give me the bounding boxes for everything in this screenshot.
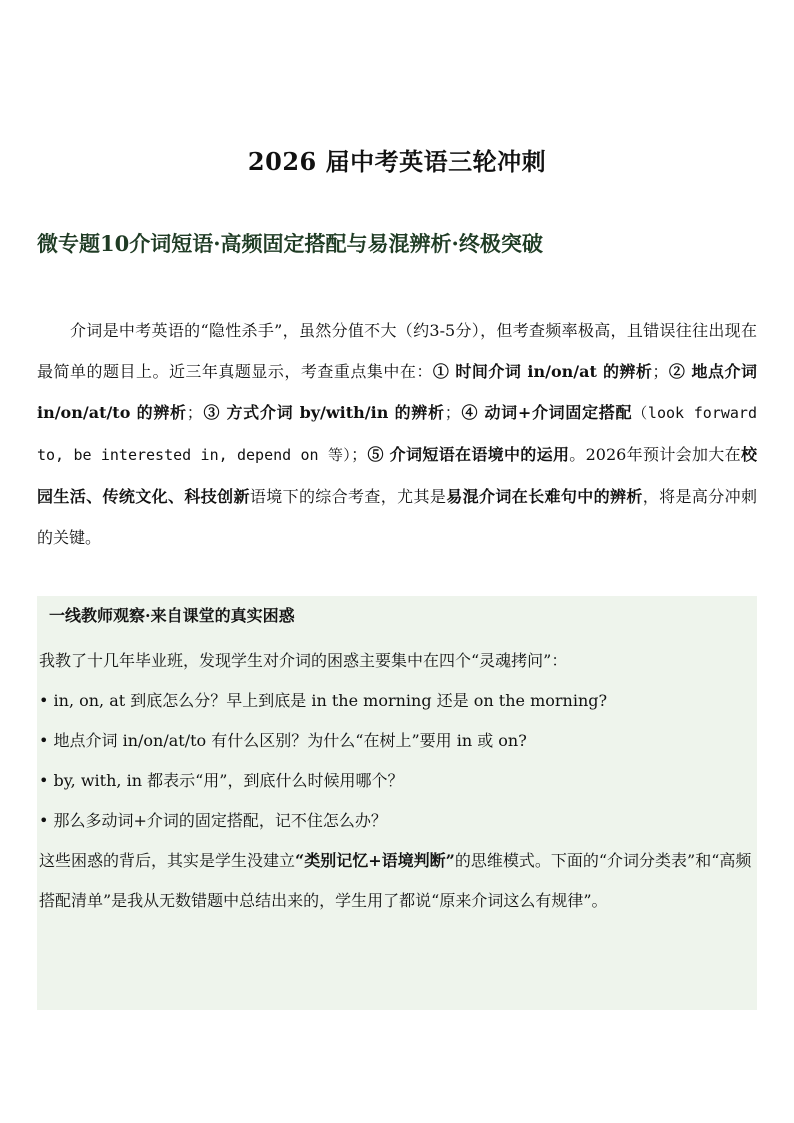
collocation-examples: （look forward to, be interested in, depend on 等） <box>37 404 757 464</box>
closing-key-phrase: “类别记忆+语境判断” <box>295 851 455 870</box>
intro-text: 语境下的综合考查，尤其是 <box>249 487 447 506</box>
closing-text: 这些困惑的背后，其实是学生没建立 <box>39 851 296 870</box>
box-heading: 一线教师观察·来自课堂的真实困惑 <box>49 606 295 625</box>
bullet-item: • 那么多动词+介词的固定搭配，记不住怎么办？ <box>39 811 387 830</box>
key-difficulty: 易混介词在长难句中的辨析 <box>446 487 643 506</box>
section-title: 微专题10介词短语·高频固定搭配与易混辨析·终极突破 <box>37 231 543 256</box>
key-contexts: 校园生活、传统文化、科技创新 <box>37 445 757 506</box>
closing-text: 的思维模式。下面的“介词分类表”和“高频搭配清单”是我从无数错题中总结出来的，学生用了都说“原来介词这么有规律”。 <box>39 851 752 910</box>
key-point-place-prep: ② 地点介词 in/on/at/to 的辨析 <box>37 362 757 422</box>
separator: ； <box>351 445 368 464</box>
intro-text: 。2026年预计会加大在 <box>569 445 741 464</box>
box-body <box>39 641 755 921</box>
page-title: 2026 届中考英语三轮冲刺 <box>247 147 547 176</box>
bullet-item: • in, on, at 到底怎么分？早上到底是 in the morning 还是 on the morning? <box>39 691 608 710</box>
key-point-verb-collocation: ④ 动词+介词固定搭配 <box>460 403 633 422</box>
intro-text: 介词是中考英语的“隐性杀手”，虽然分值不大（约3-5分），但考查频率极高，且错误往往出现在最简单的题目上。近三年真题显示，考查重点集中在： <box>37 321 757 381</box>
key-point-context-usage: ⑤ 介词短语在语境中的运用 <box>367 445 570 464</box>
separator: ； <box>444 403 461 422</box>
observation-lead: 我教了十几年毕业班，发现学生对介词的困惑主要集中在四个“灵魂拷问”： <box>39 651 568 670</box>
separator: ； <box>186 403 203 422</box>
key-point-manner-prep: ③ 方式介词 by/with/in 的辨析 <box>202 403 445 422</box>
intro-text: ，将是高分冲刺的关键。 <box>37 487 757 547</box>
bullet-item: • by, with, in 都表示“用”，到底什么时候用哪个？ <box>39 771 404 790</box>
observation-closing <box>39 841 755 921</box>
key-point-time-prep: ① 时间介词 in/on/at 的辨析 <box>432 362 653 381</box>
separator: ； <box>652 362 669 381</box>
teacher-observation-box <box>37 596 757 1010</box>
bullet-item: • 地点介词 in/on/at/to 有什么区别？为什么“在树上”要用 in 或 on? <box>39 731 527 750</box>
intro-paragraph <box>37 310 757 558</box>
